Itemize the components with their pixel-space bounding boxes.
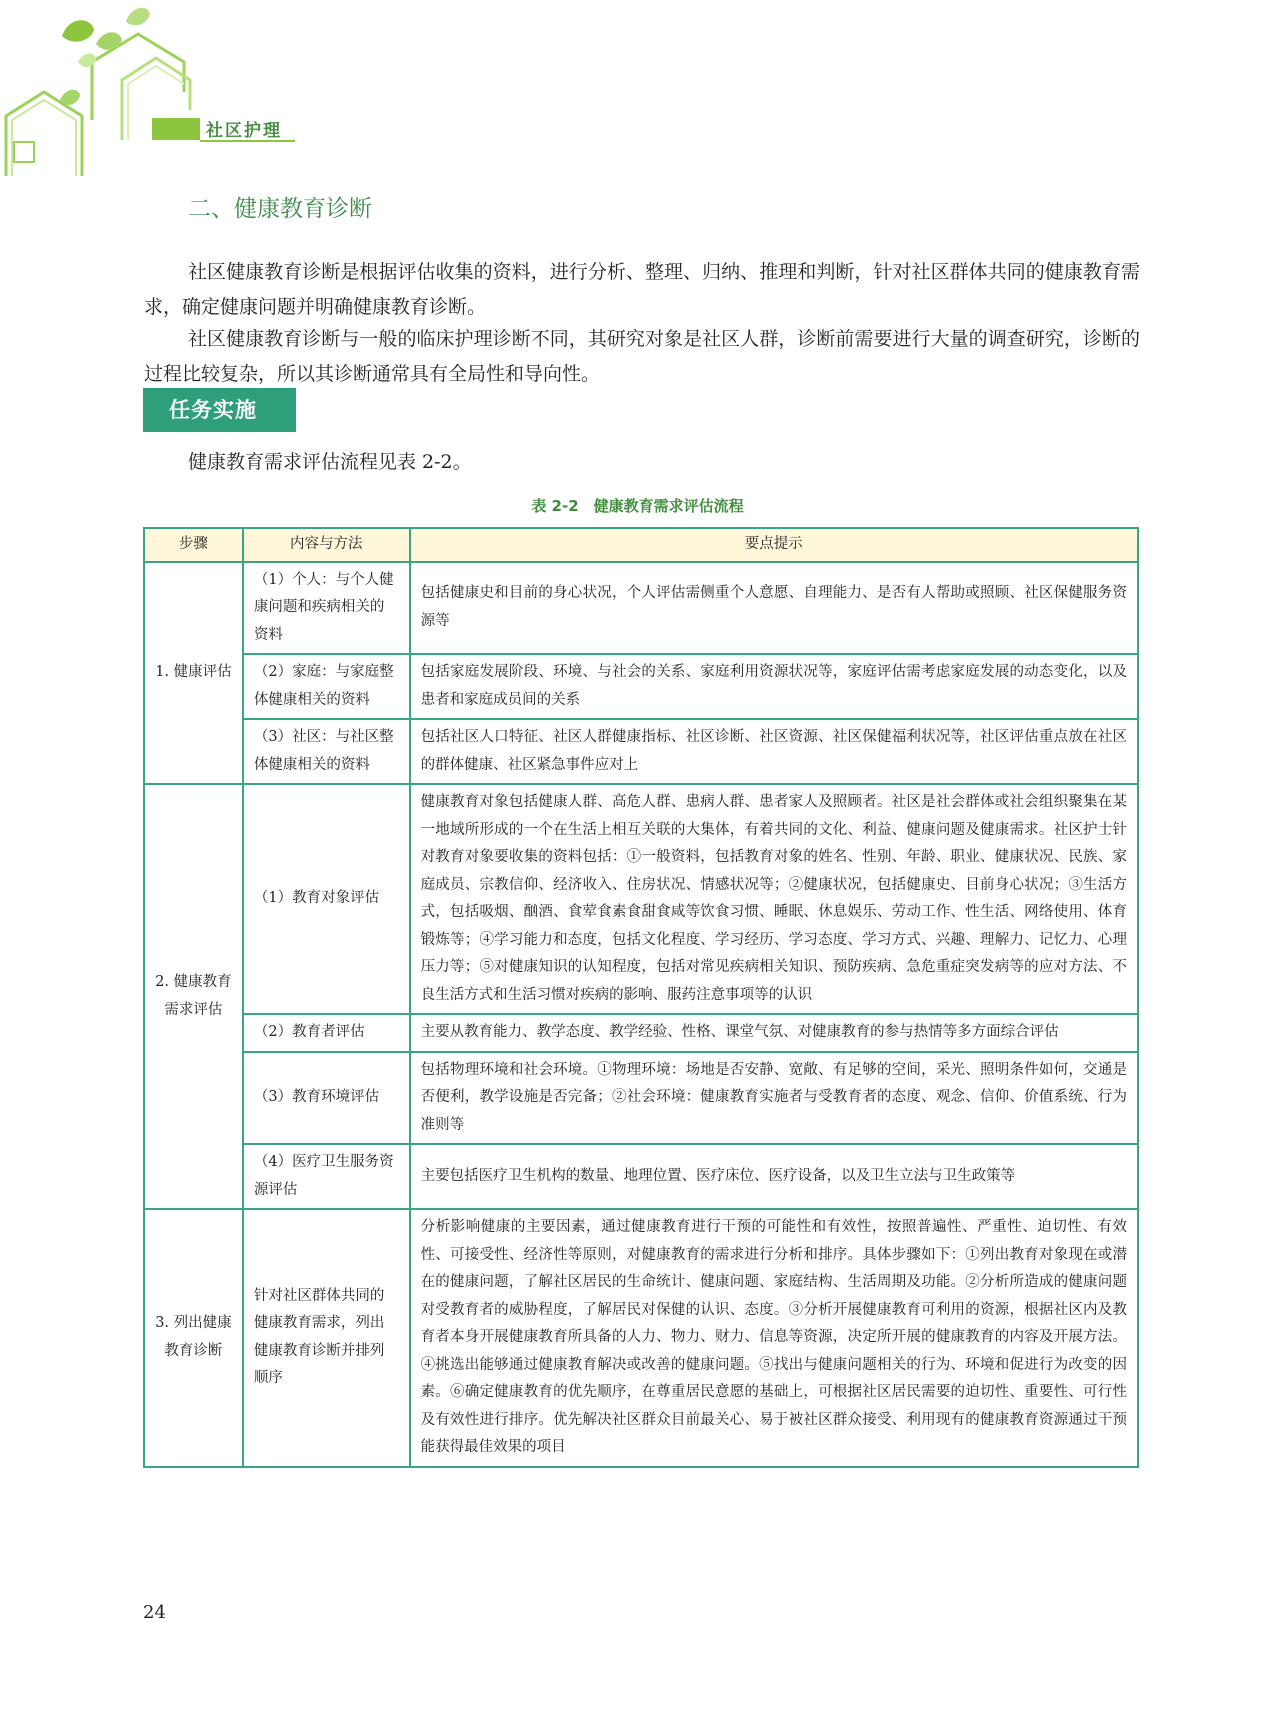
tip-cell: 主要包括医疗卫生机构的数量、地理位置、医疗床位、医疗设备，以及卫生立法与卫生政策等 [410, 1144, 1138, 1209]
method-cell: （2）教育者评估 [243, 1014, 410, 1052]
intro-text: 健康教育需求评估流程见表 2-2。 [188, 451, 472, 473]
step-cell-diagnosis: 3. 列出健康教育诊断 [144, 1209, 243, 1467]
table-row [144, 1144, 1138, 1209]
section-heading: 二、健康教育诊断 [188, 196, 372, 222]
paragraph-2: 社区健康教育诊断与一般的临床护理诊断不同，其研究对象是社区人群，诊断前需要进行大量的调查研究，诊断的过程比较复杂，所以其诊断通常具有全局性和导向性。 [144, 328, 1140, 385]
table-header-row [144, 528, 1138, 562]
method-cell: （3）社区：与社区整体健康相关的资料 [243, 719, 410, 784]
paragraph-1: 社区健康教育诊断是根据评估收集的资料，进行分析、整理、归纳、推理和判断，针对社区群体共同的健康教育需求，确定健康问题并明确健康教育诊断。 [144, 261, 1140, 318]
tip-cell: 包括家庭发展阶段、环境、与社会的关系、家庭利用资源状况等，家庭评估需考虑家庭发展的动态变化，以及患者和家庭成员间的关系 [410, 654, 1138, 719]
method-cell: （1）个人：与个人健康问题和疾病相关的资料 [243, 562, 410, 655]
task-badge-label: 任务实施 [169, 398, 257, 422]
tip-cell: 包括社区人口特征、社区人群健康指标、社区诊断、社区资源、社区保健福利状况等，社区评估重点放在社区的群体健康、社区紧急事件应对上 [410, 719, 1138, 784]
page-number: 24 [143, 1602, 166, 1623]
header-accent-bar [152, 118, 200, 140]
step-cell-health-assessment: 1. 健康评估 [144, 562, 243, 785]
step-cell-needs-assessment: 2. 健康教育需求评估 [144, 784, 243, 1209]
column-header-method: 内容与方法 [243, 528, 410, 562]
tip-cell: 健康教育对象包括健康人群、高危人群、患病人群、患者家人及照顾者。社区是社会群体或社会组织聚集在某一地域所形成的一个在生活上相互关联的大集体，有着共同的文化、利益、健康问题及健康需求。社区护士针对教育对象要收集的资料包括：①一般资料，包括教育对象的姓名、性别、年龄、职业、健康状况、民族、家庭成员、宗教信仰、经济收入、住房状况、情感状况等；②健康状况，包括健康史、目前身心状况；③生活方式，包括吸烟、酗酒、食荤食素食甜食咸等饮食习惯、睡眠、休息娱乐、劳动工作、性生活、网络使用、体育锻炼等；④学习能力和态度，包括文化程度、学习经历、学习态度、学习方式、兴趣、理解力、记忆力、心理压力等；⑤对健康知识的认知程度，包括对常见疾病相关知识、预防疾病、急危重症突发病等的应对方法、不良生活方式和生活习惯对疾病的影响、服药注意事项等的认识 [410, 784, 1138, 1014]
tip-cell: 主要从教育能力、教学态度、教学经验、性格、课堂气氛、对健康教育的参与热情等多方面综合评估 [410, 1014, 1138, 1052]
table-row [144, 654, 1138, 719]
column-header-tip: 要点提示 [410, 528, 1138, 562]
table-row [144, 719, 1138, 784]
assessment-flow-table [143, 527, 1139, 1468]
tip-cell: 分析影响健康的主要因素，通过健康教育进行干预的可能性和有效性，按照普遍性、严重性、迫切性、有效性、可接受性、经济性等原则，对健康教育的需求进行分析和排序。具体步骤如下：①列出教育对象现在或潜在的健康问题，了解社区居民的生命统计、健康问题、家庭结构、生活周期及功能。②分析所造成的健康问题对受教育者的威胁程度，了解居民对保健的认识、态度。③分析开展健康教育可利用的资源，根据社区内及教育者本身开展健康教育所具备的人力、物力、财力、信息等资源，决定所开展的健康教育的内容及开展方法。④挑选出能够通过健康教育解决或改善的健康问题。⑤找出与健康问题相关的行为、环境和促进行为改变的因素。⑥确定健康教育的优先顺序，在尊重居民意愿的基础上，可根据社区居民需要的迫切性、重要性、可行性及有效性进行排序。优先解决社区群众目前最关心、易于被社区群众接受、利用现有的健康教育资源通过干预能获得最佳效果的项目 [410, 1209, 1138, 1467]
task-badge [143, 388, 296, 432]
method-cell: （2）家庭：与家庭整体健康相关的资料 [243, 654, 410, 719]
method-cell: 针对社区群体共同的健康教育需求，列出健康教育诊断并排列顺序 [243, 1209, 410, 1467]
table-caption: 表 2-2 健康教育需求评估流程 [531, 497, 744, 515]
method-cell: （1）教育对象评估 [243, 784, 410, 1014]
method-cell: （4）医疗卫生服务资源评估 [243, 1144, 410, 1209]
table-row [144, 1014, 1138, 1052]
running-header: 社区护理 [206, 121, 282, 141]
house-leaf-logo [0, 0, 220, 180]
table-row [144, 784, 1138, 1014]
column-header-step: 步骤 [144, 528, 243, 562]
table-row [144, 562, 1138, 655]
tip-cell: 包括物理环境和社会环境。①物理环境：场地是否安静、宽敞、有足够的空间，采光、照明条件如何，交通是否便利，教学设施是否完备；②社会环境：健康教育实施者与受教育者的态度、观念、信仰、价值系统、行为准则等 [410, 1052, 1138, 1145]
tip-cell: 包括健康史和目前的身心状况，个人评估需侧重个人意愿、自理能力、是否有人帮助或照顾、社区保健服务资源等 [410, 562, 1138, 655]
method-cell: （3）教育环境评估 [243, 1052, 410, 1145]
table-row [144, 1209, 1138, 1467]
table-row [144, 1052, 1138, 1145]
